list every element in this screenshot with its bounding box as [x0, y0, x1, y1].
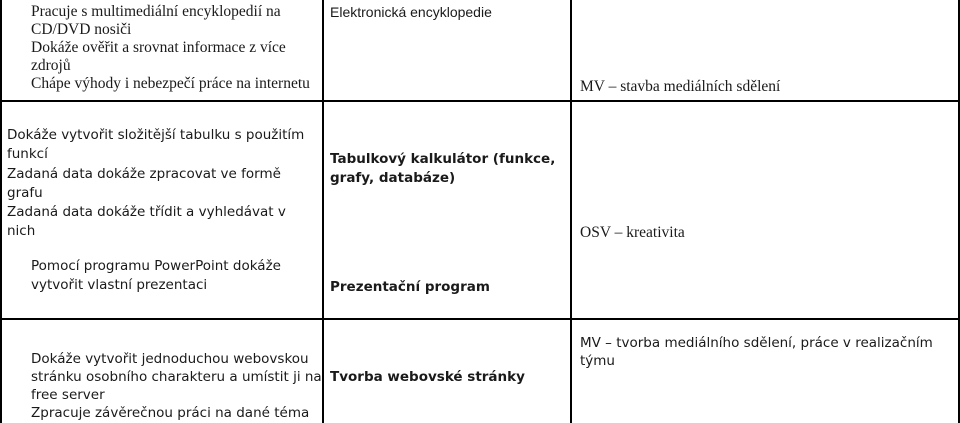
row-divider-1 [0, 100, 960, 102]
table-border-left [0, 0, 2, 423]
cross-theme-cell: MV – stavba mediálních sdělení [580, 78, 781, 95]
outcome-line: Zadaná data dokáže zpracovat ve formě [7, 166, 281, 182]
outcome-line: nich [7, 223, 36, 239]
outcome-line: Pomocí programu PowerPoint dokáže [31, 258, 281, 274]
column-divider-2 [570, 0, 572, 423]
outcome-line: Zadaná data dokáže třídit a vyhledávat v [7, 204, 286, 220]
outcome-line: vytvořit vlastní prezentaci [31, 277, 208, 293]
outcome-line: Chápe výhody i nebezpečí práce na internetu [31, 75, 310, 92]
outcome-line: Dokáže vytvořit jednoduchou webovskou [31, 351, 309, 367]
topic-cell: grafy, databáze) [330, 170, 456, 186]
cross-theme-cell: OSV – kreativita [580, 224, 685, 241]
outcome-line: Dokáže vytvořit složitější tabulku s použitím [7, 127, 305, 143]
outcome-line: grafu [7, 185, 43, 201]
row-divider-2 [0, 318, 960, 320]
outcome-line: funkcí [7, 146, 48, 162]
outcome-line: CD/DVD nosiči [31, 21, 132, 38]
topic-cell: Tabulkový kalkulátor (funkce, [330, 151, 556, 167]
outcome-line: zdrojů [31, 57, 71, 74]
outcome-line: stránku osobního charakteru a umístit ji na [31, 369, 322, 385]
topic-cell: Prezentační program [330, 279, 490, 295]
cross-theme-cell: MV – tvorba mediálního sdělení, práce v realizačním [580, 335, 933, 351]
cross-theme-cell: týmu [580, 353, 615, 369]
column-divider-1 [322, 0, 324, 423]
outcome-line: Dokáže ověřit a srovnat informace z více [31, 39, 286, 56]
outcome-line: Zpracuje závěrečnou práci na dané téma [31, 405, 310, 421]
topic-cell: Tvorba webovské stránky [330, 369, 525, 385]
outcome-line: free server [31, 387, 105, 403]
outcome-line: Pracuje s multimediální encyklopedií na [31, 3, 281, 20]
topic-cell: Elektronická encyklopedie [330, 4, 492, 20]
